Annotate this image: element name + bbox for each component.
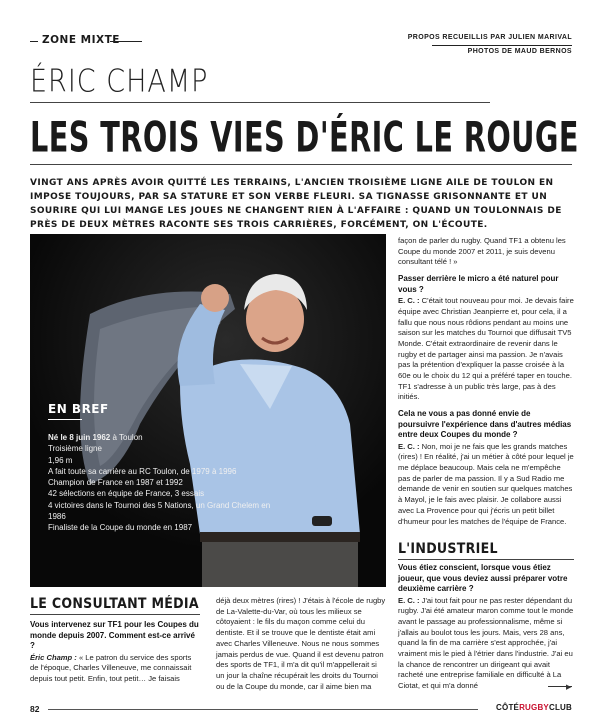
speaker: E. C. : — [398, 441, 420, 451]
brief-item: Troisième ligne — [48, 444, 102, 454]
question: Cela ne vous a pas donné envie de poursuivre l'expérience dans d'autres médias entre deux Coupes du monde ? — [398, 409, 572, 440]
article-standfirst: VINGT ANS APRÈS AVOIR QUITTÉ LES TERRAINS, L'ANCIEN TROISIÈME LIGNE AILE DE TOULON EN IMPOSE TOUJOURS, PAR SA STATURE ET SON VERBE FLEURI. SA TIGNASSE GRISONNANTE ET UN SOURIRE QUI LUI MANGE LES JOUES NE CHANGENT RIEN À L'AFFAIRE : QUAND UN TOULONNAIS DE PRÈS DE DEUX MÈTRES RACONTE SES TROIS CARRIÈRES, FORCÉMENT, ON L'ÉCOUTE. — [30, 178, 562, 230]
brief-list — [48, 432, 278, 534]
column-a — [30, 620, 200, 691]
right-column — [398, 236, 574, 533]
question: Vous étiez conscient, lorsque vous étiez joueur, que vous deviez aussi préparer votre deuxième carrière ? — [398, 563, 568, 593]
column-b — [216, 596, 386, 698]
credits — [408, 30, 572, 57]
brand-part-2: RUGBY — [519, 703, 549, 712]
brief-rule — [48, 419, 82, 420]
credit-photographer: PHOTOS DE MAUD BERNOS — [467, 48, 572, 55]
brand-part-1: CÔTÉ — [496, 703, 520, 712]
page-number: 82 — [30, 704, 40, 714]
credit-writer: PROPOS RECUEILLIS PAR JULIEN MARIVAL — [407, 34, 572, 41]
question: Vous intervenez sur TF1 pour les Coupes du monde depuis 2007. Comment est-ce arrivé ? — [30, 620, 199, 650]
brief-title: EN BREF — [48, 402, 109, 416]
answer-text: J'ai tout fait pour ne pas rester dépendant du rugby. J'ai été amateur maron comme tout le monde avant le passage au professionnalisme, même si j'allais au boulot tous les jours. Mais, vers 28 ans, quand la fin de ma carrière s'est approchée, j'ai vraiment mis le pied à l'étrier dans l'industrie. J'ai eu la chance de rencontrer un dirigeant qui avait racheté une entreprise familiale en difficulté à La Ciotat, et qui m'a donné — [398, 595, 574, 691]
brief-born-place: à Toulon — [110, 433, 143, 442]
industriel-column — [398, 563, 574, 698]
paragraph: déjà deux mètres (rires) ! J'étais à l'école de rugby de La-Valette-du-Var, où tous les milieux se côtoyaient : le fils du maçon comme celui du dentiste. Et il se trouve que le dentiste était ami avec Charles Villeneuve. Nous ne nous sommes jamais perdus de vue. Quand il est devenu patron des sports de TF1, il m'a dit qu'il m'appellerait si un jour la chaîne récupérait les droits du Tournoi ou de la Coupe du monde, car il aime bien ma — [216, 596, 386, 691]
answer-text: C'était tout nouveau pour moi. Je devais faire équipe avec Christian Jeanpierre et, pour cela, il a fallu que nous nous rôdions pendant au moins une saison sur les matches du Tournoi que diffusait TV5 Monde. C'était extraordinaire de revenir dans le rugby et de partager ainsi ma passion. Je n'avais pas la prétention d'expliquer la passe croisée à la 60e ou le choix du 12 qui a préféré taper en touche. TF1 s'adresse à un public très large, pas à des initiés. — [398, 296, 574, 402]
section-label: ZONE MIXTE — [42, 34, 120, 46]
answer — [398, 296, 574, 403]
article-title: LES TROIS VIES D'ÉRIC LE ROUGE — [30, 113, 579, 162]
brief-item — [48, 432, 278, 443]
arrow-head-icon: ▶ — [566, 684, 572, 691]
brief-item: Champion de France en 1987 et 1992 — [48, 478, 183, 488]
answer-text: « Le patron du service des sports de l'époque, Charles Villeneuve, me connaissait depuis tout petit. Enfin, tout petit… Je faisais — [30, 652, 192, 683]
speaker: E. C. : — [398, 595, 420, 605]
brief-item: 1,96 m — [48, 455, 73, 465]
question: Passer derrière le micro a été naturel pour vous ? — [398, 274, 559, 294]
kicker-rule — [30, 102, 490, 103]
footer-rule — [48, 709, 478, 710]
brand-part-3: CLUB — [548, 703, 572, 712]
consultant-rule — [30, 614, 200, 615]
article-kicker: ÉRIC CHAMP — [30, 64, 209, 100]
section-rule-left — [30, 41, 38, 42]
answer — [398, 596, 574, 692]
section-rule-right — [110, 41, 142, 42]
industriel-rule — [398, 559, 574, 560]
answer-text: Non, moi je ne fais que les grands matches (rires) ! En réalité, j'ai un métier à côté pour lequel je me déplace beaucoup. Mais cela ne m'empêche pas de parler de ma passion. Il y a Sud Radio me demande de venir en soutien sur quelques matches à Mayol, je le fais avec plaisir. Je collabore aussi avec La Provence pour qui j'écris un petit billet d'humeur pour les matches de l'équipe de France. — [398, 441, 574, 526]
title-rule — [30, 164, 572, 165]
brief-item: 42 sélections en équipe de France, 3 essais — [48, 489, 205, 499]
answer — [30, 653, 200, 685]
industriel-title: L'INDUSTRIEL — [398, 541, 498, 557]
speaker: E. C. : — [398, 296, 420, 306]
answer — [398, 442, 574, 528]
magazine-brand — [496, 703, 572, 712]
brief-item: A fait toute sa carrière au RC Toulon, de 1979 à 1996 — [48, 466, 237, 476]
brief-item: Finaliste de la Coupe du monde en 1987 — [48, 523, 193, 533]
consultant-title: LE CONSULTANT MÉDIA — [30, 596, 199, 612]
brief-item: 4 victoires dans le Tournoi des 5 Nations, un Grand Chelem en 1986 — [48, 500, 271, 522]
speaker: Éric Champ : — [30, 652, 77, 662]
brief-born: Né le 8 juin 1962 — [48, 433, 111, 442]
paragraph: façon de parler du rugby. Quand TF1 a obtenu les Coupe du monde 2007 et 2011, je suis devenu consultant télé ! » — [398, 236, 566, 267]
